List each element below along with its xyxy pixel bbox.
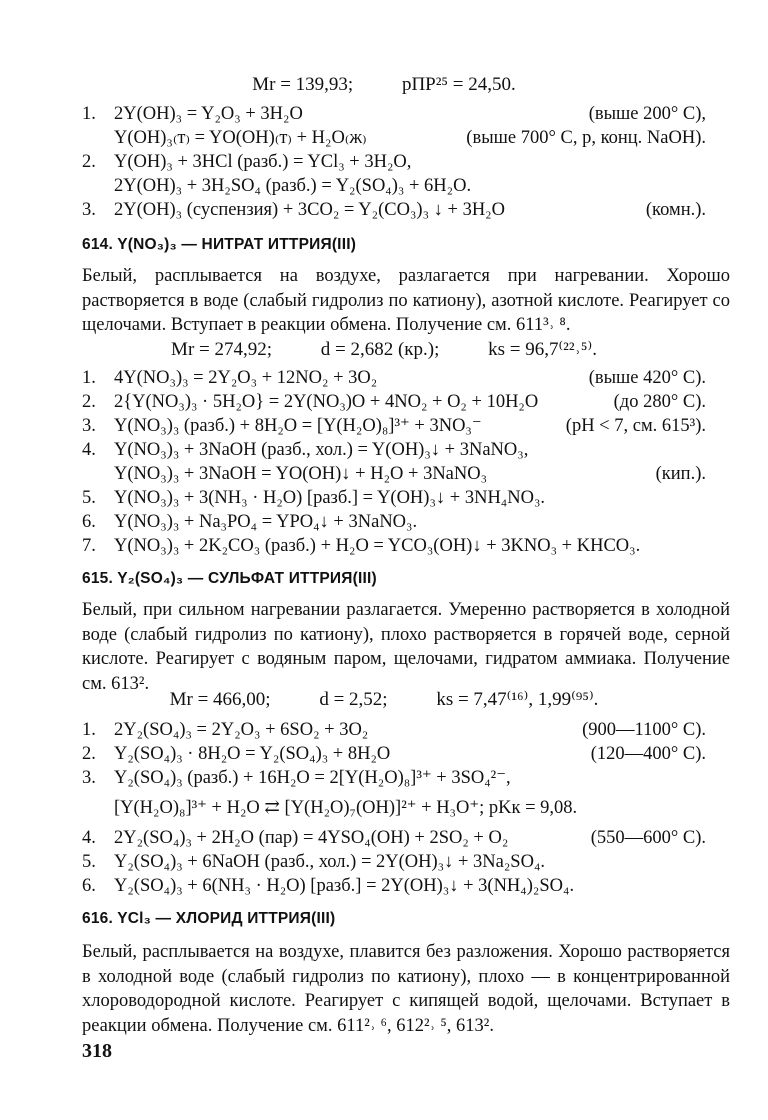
section-description: Белый, расплывается на воздухе, плавится без разложения. Хорошо растворяется в холодной воде (слабый гидролиз по катиону), плохо — в концентрированной хлороводородной кислоте. Реагирует с кипящей водой, щелочами. Вступает в реакции обмена. Получение см. 611²˒ ⁶, 612²˒ ⁵, 613². bbox=[82, 942, 730, 1036]
page-number: 318 bbox=[82, 1040, 112, 1062]
constants-615: Mr = 466,00; d = 2,52; ks = 7,47⁽¹⁶⁾, 1,99⁽⁹⁵⁾. bbox=[169, 689, 599, 710]
molar-mass: Mr = 139,93; bbox=[252, 74, 354, 95]
solubility-product: рПР²⁵ = 24,50. bbox=[401, 74, 516, 95]
section-heading: 614. Y(NO₃)₃ — НИТРАТ ИТТРИЯ(III) bbox=[82, 236, 357, 253]
section-description: Белый, при сильном нагревании разлагается. Умеренно растворяется в холодной воде (слабый гидролиз по катиону), плохо растворяется в горячей воде, серной кислоте. Реагирует с водяным паром, щелочами, гидратом аммиака. Получение см. 613². bbox=[82, 600, 730, 694]
section-description: Белый, расплывается на воздухе, разлагается при нагревании. Хорошо растворяется в воде (слабый гидролиз по катиону), азотной кислоте. Реагирует со щелочами. Вступает в реакции обмена. Получение см. 611³˒ ⁸. bbox=[82, 266, 730, 335]
constants-613 bbox=[0, 74, 768, 96]
section-heading: 616. YCl₃ — ХЛОРИД ИТТРИЯ(III) bbox=[82, 910, 336, 927]
book-page: Mr = 139,93; рПР²⁵ = 24,50. 1. 2Y(OH)₃ = Y₂O₃ + 3H₂O (выше 200° С), Y(OH)₃₍т₎ = YO(OH)₍т₎ + H₂O₍ж₎ (выше 700° С, р, конц. NaOH). 2. Y(OH)₃ + 3HCl (разб.) = YCl₃ + 3H₂O, 2Y(OH)₃ + 3H₂SO₄ (разб.) = Y₂(SO₄)₃ + 6H₂O. 3. 2Y(OH)₃ (суспензия) + 3CO₂ = Y₂(CO₃)₃ ↓ + 3H₂O (комн.). 614. Y(NO₃)₃ — НИТРАТ ИТТРИЯ(III) Белый, расплывается на воздухе, разлагается при нагревании. Хорошо растворяется в воде (слабый гидролиз по катиону), азотной кислоте. Реагирует со щелочами. Вступает в реакции обмена. Получение см. 611³˒ ⁸. Mr = 274,92; d = 2,682 (кр.); ks = 96,7⁽²²˒⁵⁾. 1. 4Y(NO₃)₃ = 2Y₂O₃ + 12NO₂ + 3O₂ (выше 420° С). 2. 2{Y(NO₃)₃ · 5H₂O} = 2Y(NO₃)O + 4NO₂ + O₂ + 10H₂O (до 280° С). 3. Y(NO₃)₃ (разб.) + 8H₂O = [Y(H₂O)₈]³⁺ + 3NO₃⁻ (pH < 7, см. 615³). 4. Y(NO₃)₃ + 3NaOH (разб., хол.) = Y(OH)₃↓ + 3NaNO₃, Y(NO₃)₃ + 3NaOH = YO(OH)↓ + H₂O + 3NaNO₃ (кип.). 5. Y(NO₃)₃ + 3(NH₃ · H₂O) [разб.] = Y(OH)₃↓ + 3NH₄NO₃. 6. Y(NO₃)₃ + Na₃PO₄ = YPO₄↓ + 3NaNO₃. 7. Y(NO₃)₃ + 2K₂CO₃ (разб.) + H₂O = YCO₃(OH)↓ + 3KNO₃ + KHCO₃. 615. Y₂(SO₄)₃ — СУЛЬФАТ ИТТРИЯ(III) Белый, при сильном нагревании разлагается. Умеренно растворяется в холодной воде (слабый гидролиз по катиону), плохо растворяется в горячей воде, серной кислоте. Реагирует с водяным паром, щелочами, гидратом аммиака. Получение см. 613². Mr = 466,00; d = 2,52; ks = 7,47⁽¹⁶⁾, 1,99⁽⁹⁵⁾. 1. 2Y₂(SO₄)₃ = 2Y₂O₃ + 6SO₂ + 3O₂ (900—1100° С). 2. Y₂(SO₄)₃ · 8H₂O = Y₂(SO₄)₃ + 8H₂O (120—400° С). 3. Y₂(SO₄)₃ (разб.) + 16H₂O = 2[Y(H₂O)₈]³⁺ + 3SO₄²⁻, [Y(H₂O)₈]³⁺ + H₂O ⇄ [Y(H₂O)₇(OH)]²⁺ + H₃O⁺; pKк = 9,08. 4. 2Y₂(SO₄)₃ + 2H₂O (пар) = 4YSO₄(OH) + 2SO₂ + O₂ (550—600° С). 5. Y₂(SO₄)₃ + 6NaOH (разб., хол.) = 2Y(OH)₃↓ + 3Na₂SO₄. 6. Y₂(SO₄)₃ + 6(NH₃ · H₂O) [разб.] = 2Y(OH)₃↓ + 3(NH₄)₂SO₄. 616. YCl₃ — ХЛОРИД ИТТРИЯ(III) Белый, расплывается на воздухе, плавится без разложения. Хорошо растворяется в холодной воде (слабый гидролиз по катиону), плохо — в концентрированной хлороводородной кислоте. Реагирует с кипящей водой, щелочами. Вступает в реакции обмена. Получение см. 611²˒ ⁶, 612²˒ ⁵, 613². 318 bbox=[0, 0, 768, 1120]
constants-614: Mr = 274,92; d = 2,682 (кр.); ks = 96,7⁽²²˒⁵⁾. bbox=[171, 339, 597, 360]
section-heading: 615. Y₂(SO₄)₃ — СУЛЬФАТ ИТТРИЯ(III) bbox=[82, 570, 377, 587]
